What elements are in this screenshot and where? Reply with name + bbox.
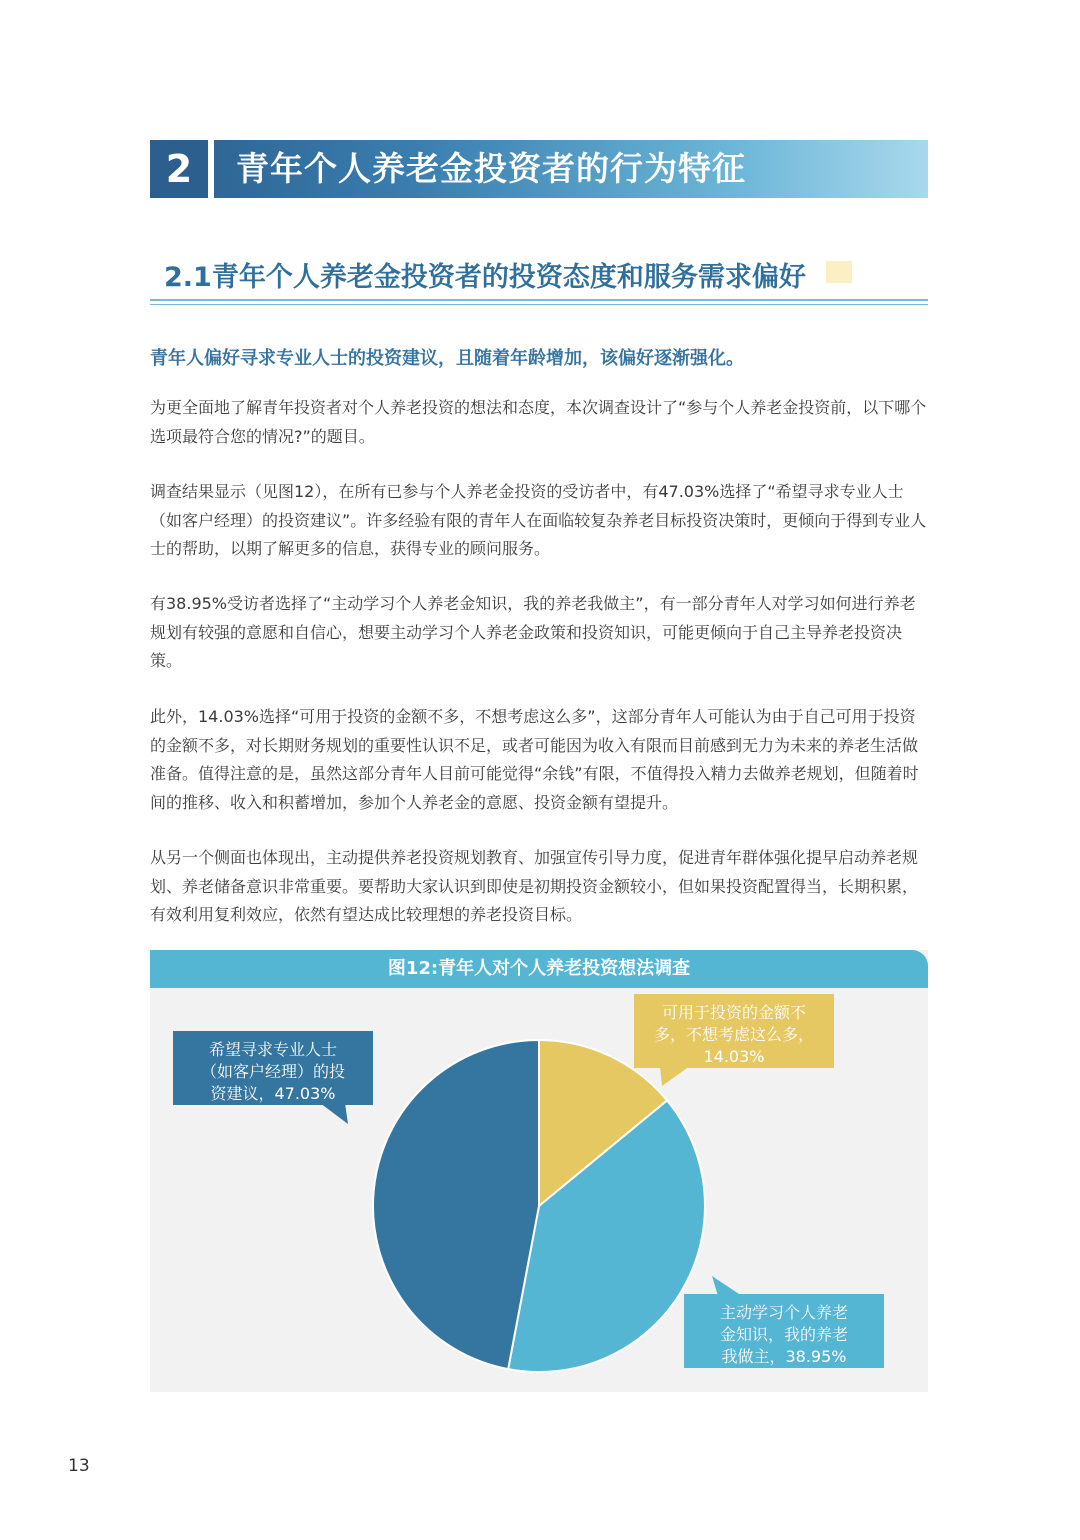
paragraph-intro: 为更全面地了解青年投资者对个人养老投资的想法和态度，本次调查设计了“参与个人养老金投资前，以下哪个选项最符合您的情况?”的题目。 xyxy=(150,398,927,446)
callout-line: 14.03% xyxy=(703,1047,765,1066)
callout-pointer xyxy=(712,1276,742,1296)
chapter-number: 2 xyxy=(150,140,208,198)
paragraph-conclusion: 从另一个侧面也体现出，主动提供养老投资规划教育、加强宣传引导力度，促进青年群体强化提早启动养老规划、养老储备意识非常重要。要帮助大家认识到即使是初期投资金额较小，但如果投资配置得当，长期积累，有效利用复利效应，依然有望达成比较理想的养老投资目标。 xyxy=(150,848,919,924)
chapter-title: 青年个人养老金投资者的行为特征 xyxy=(236,149,746,188)
callout-line: （如客户经理）的投 xyxy=(200,1062,345,1081)
callout-line: 我做主，38.95% xyxy=(721,1347,847,1366)
callout-line: 金知识，我的养老 xyxy=(719,1325,848,1344)
paragraph-limited-funds: 此外，14.03%选择“可用于投资的金额不多，不想考虑这么多”，这部分青年人可能认为由于自己可用于投资的金额不多，对长期财务规划的重要性认识不足，或者可能因为收入有限而目前感到无力为未来的养老生活做准备。值得注意的是，虽然这部分青年人目前可能觉得“余钱”有限，不值得投入精力去做养老规划，但随着时间的推移、收入和积蓄增加，参加个人养老金的意愿、投资金额有望提升。 xyxy=(150,707,919,812)
paragraph-self-learning: 有38.95%受访者选择了“主动学习个人养老金知识，我的养老我做主”，有一部分青年人对学习如何进行养老规划有较强的意愿和自信心，想要主动学习个人养老金政策和投资知识，可能更倾向于自己主导养老投资决策。 xyxy=(150,594,916,670)
paragraph-results: 调查结果显示（见图12），在所有已参与个人养老金投资的受访者中，有47.03%选择了“希望寻求专业人士（如客户经理）的投资建议”。许多经验有限的青年人在面临较复杂养老目标投资决策时，更倾向于得到专业人士的帮助，以期了解更多的信息，获得专业的顾问服务。 xyxy=(150,482,927,558)
callout-line: 希望寻求专业人士 xyxy=(208,1040,337,1059)
section-title: 2.1青年个人养老金投资者的投资态度和服务需求偏好 xyxy=(164,262,806,293)
callout-line: 多，不想考虑这么多， xyxy=(653,1025,814,1044)
chart-title: 图12:青年人对个人养老投资想法调查 xyxy=(150,950,928,988)
callout-line: 主动学习个人养老 xyxy=(719,1303,848,1322)
callout-pointer xyxy=(660,1066,690,1086)
callout-line: 可用于投资的金额不 xyxy=(661,1003,806,1022)
callout-pointer xyxy=(320,1103,348,1124)
key-finding: 青年人偏好寻求专业人士的投资建议，且随着年龄增加，该偏好逐渐强化。 xyxy=(150,348,744,369)
callout-line: 资建议，47.03% xyxy=(210,1084,336,1103)
page-number: 13 xyxy=(68,1456,90,1476)
